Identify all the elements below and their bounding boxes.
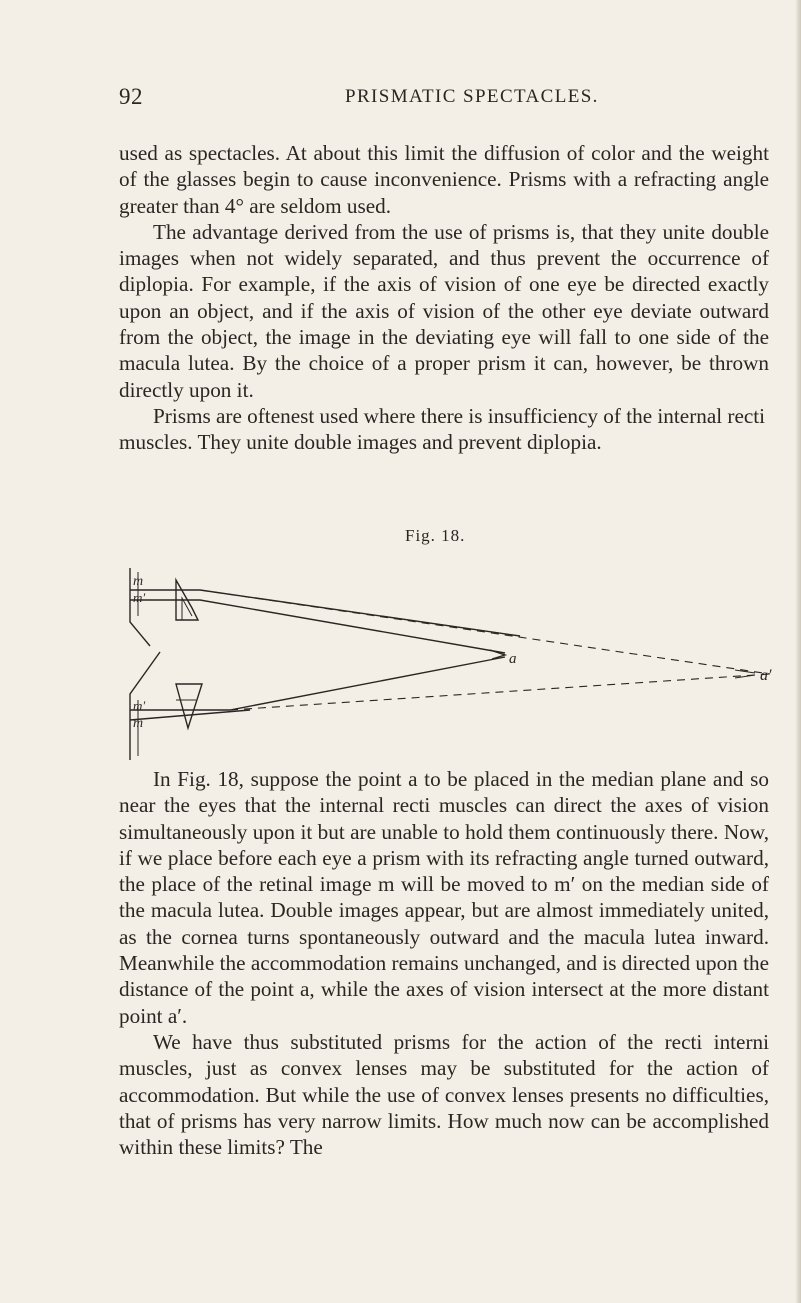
label-m-prime-top: m′ xyxy=(133,590,146,605)
page-header xyxy=(0,84,801,114)
body-text-bottom xyxy=(119,766,769,1160)
figure-18-diagram xyxy=(0,560,801,760)
label-a-prime: a′ xyxy=(760,667,772,684)
label-m-top: m xyxy=(133,574,144,589)
body-text-top xyxy=(119,140,769,456)
paragraph: used as spectacles. At about this limit the diffusion of color and the weight of the glasses begin to cause inconvenience. Prisms with a refracting angle greater than 4° are seldom used. xyxy=(119,141,769,218)
page-number: 92 xyxy=(119,84,143,109)
label-m-bottom: m xyxy=(133,716,144,731)
page-edge-shadow xyxy=(795,0,801,1303)
figure-caption: Fig. 18. xyxy=(405,526,466,545)
prism-diagram-svg xyxy=(0,560,801,760)
running-head: PRISMATIC SPECTACLES. xyxy=(345,86,599,107)
paragraph: We have thus substituted prisms for the action of the recti interni muscles, just as convex lenses may be substituted for the action of accommodation. But while the use of convex lenses presents no difficulties, that of prisms has very narrow limits. How much now can be accomplished within these limits? The xyxy=(119,1029,769,1160)
label-m-prime-bottom: m′ xyxy=(133,698,146,713)
bottom-prism xyxy=(176,684,202,728)
paragraph: Prisms are oftenest used where there is insufficiency of the internal recti muscles. They unite double images and prevent diplopia. xyxy=(119,403,766,455)
paragraph: In Fig. 18, suppose the point a to be placed in the median plane and so near the eyes that the internal recti muscles can direct the axes of vision simultaneously upon it but are unable to hold them continuously there. Now, if we place before each eye a prism with its refracting angle turned outward, the place of the retinal image m will be moved to m′ on the median side of the macula lutea. Double images appear, but are almost immediately united, as the cornea turns spontaneously outward and the macula lutea inward. Meanwhile the accommodation remains unchanged, and is directed upon the distance of the point a, while the axes of vision intersect at the more distant point a′. xyxy=(119,767,769,1028)
paragraph: The advantage derived from the use of prisms is, that they unite double images when not widely separated, and thus prevent the occurrence of diplopia. For example, if the axis of vision of one eye be directed exactly upon an object, and if the axis of vision of the other eye deviate outward from the object, the image in the deviating eye will fall to one side of the macula lutea. By the choice of a proper prism it can, however, be thrown directly upon it. xyxy=(119,219,769,402)
label-a: a xyxy=(509,651,517,667)
